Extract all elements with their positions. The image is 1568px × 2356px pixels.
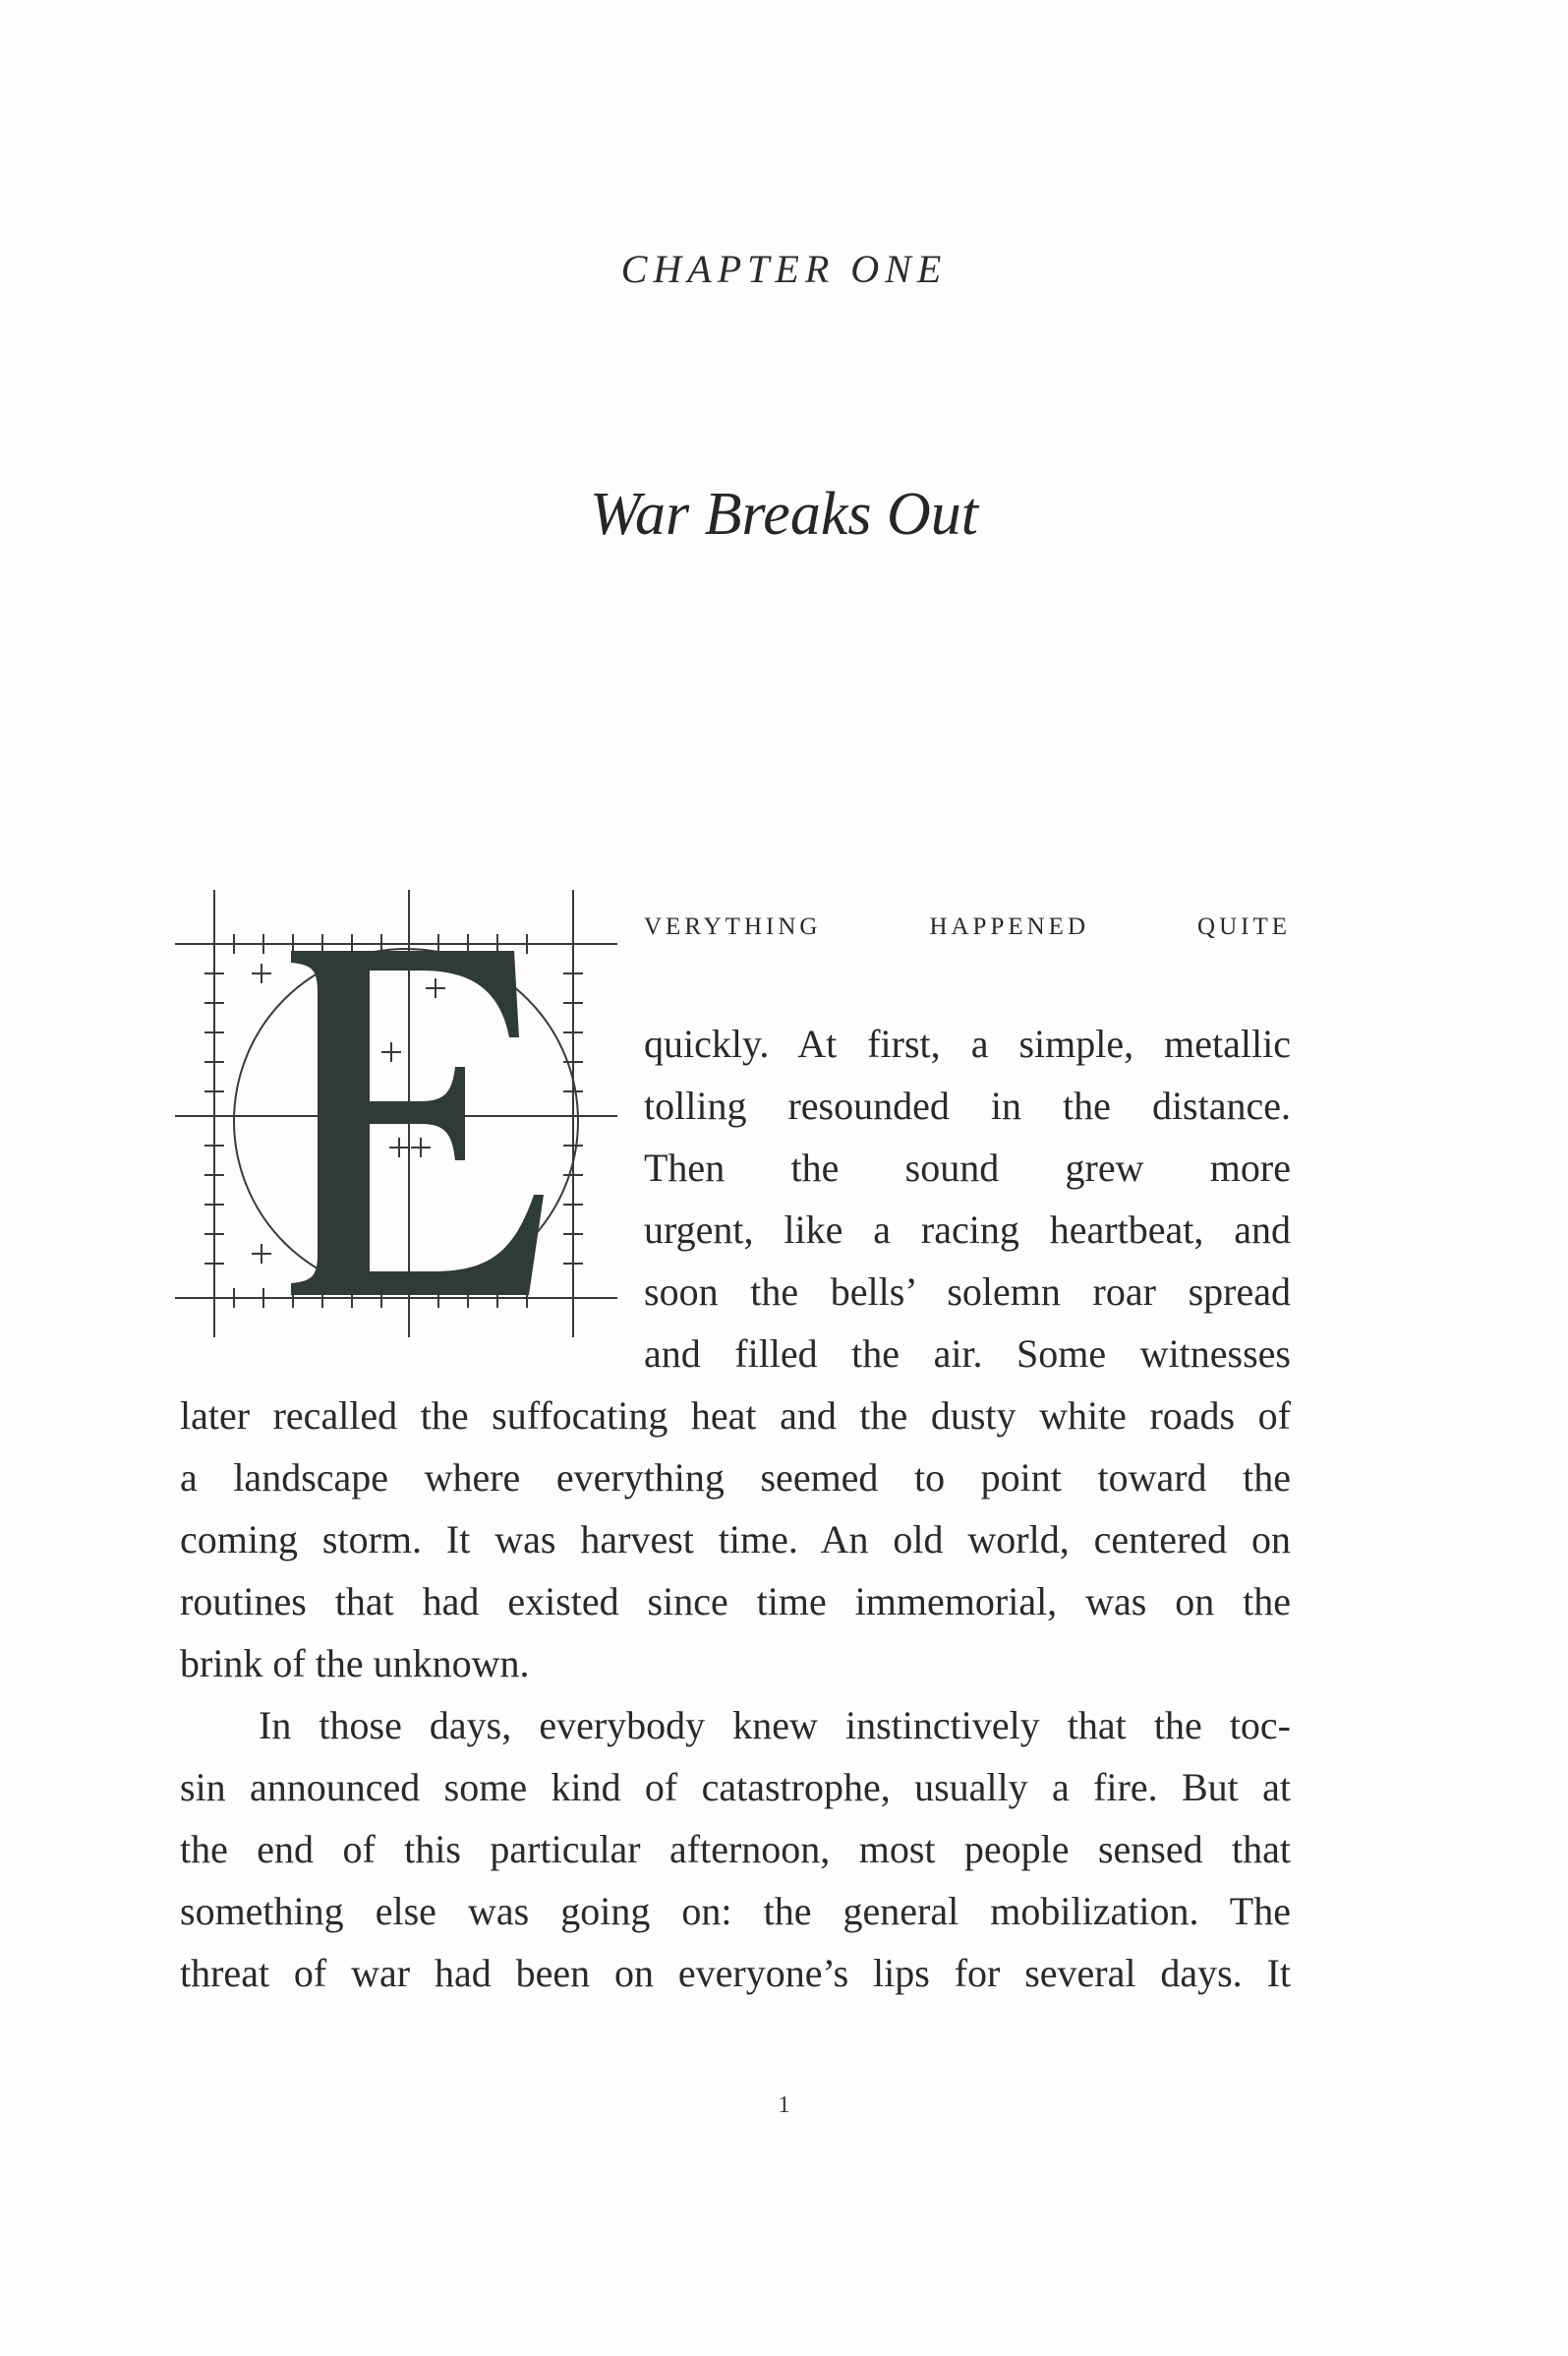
text-line: sin announced some kind of catastrophe, usually a fire. But at: [180, 1765, 1291, 1809]
text-line: the end of this particular afternoon, most people sensed that: [180, 1827, 1291, 1871]
text-line: In those days, everybody knew instinctively that the toc-: [259, 1703, 1291, 1747]
chapter-title: War Breaks Out: [590, 481, 978, 548]
text-line: quickly. At first, a simple, metallic: [644, 1022, 1291, 1066]
text-line: routines that had existed since time immemorial, was on the: [180, 1579, 1291, 1623]
text-line: Then the sound grew more: [644, 1146, 1291, 1190]
text-line: brink of the unknown.: [180, 1641, 530, 1685]
drop-cap-initial: [175, 890, 617, 1337]
text-line: something else was going on: the general mobilization. The: [180, 1889, 1291, 1933]
text-line: a landscape where everything seemed to point toward the: [180, 1455, 1291, 1500]
text-line: urgent, like a racing heartbeat, and: [644, 1207, 1291, 1252]
text-line: verything happened quite: [644, 903, 1291, 942]
chapter-label: CHAPTER ONE: [620, 247, 948, 291]
page-number: 1: [778, 2092, 790, 2118]
text-line: later recalled the suffocating heat and the dusty white roads of: [180, 1393, 1291, 1438]
text-line: threat of war had been on everyone’s lips for several days. It: [180, 1951, 1291, 1995]
text-line: and filled the air. Some witnesses: [644, 1331, 1291, 1376]
text-line: soon the bells’ solemn roar spread: [644, 1269, 1291, 1314]
text-line: coming storm. It was harvest time. An old world, centered on: [180, 1517, 1291, 1561]
text-line: tolling resounded in the distance.: [644, 1084, 1291, 1128]
